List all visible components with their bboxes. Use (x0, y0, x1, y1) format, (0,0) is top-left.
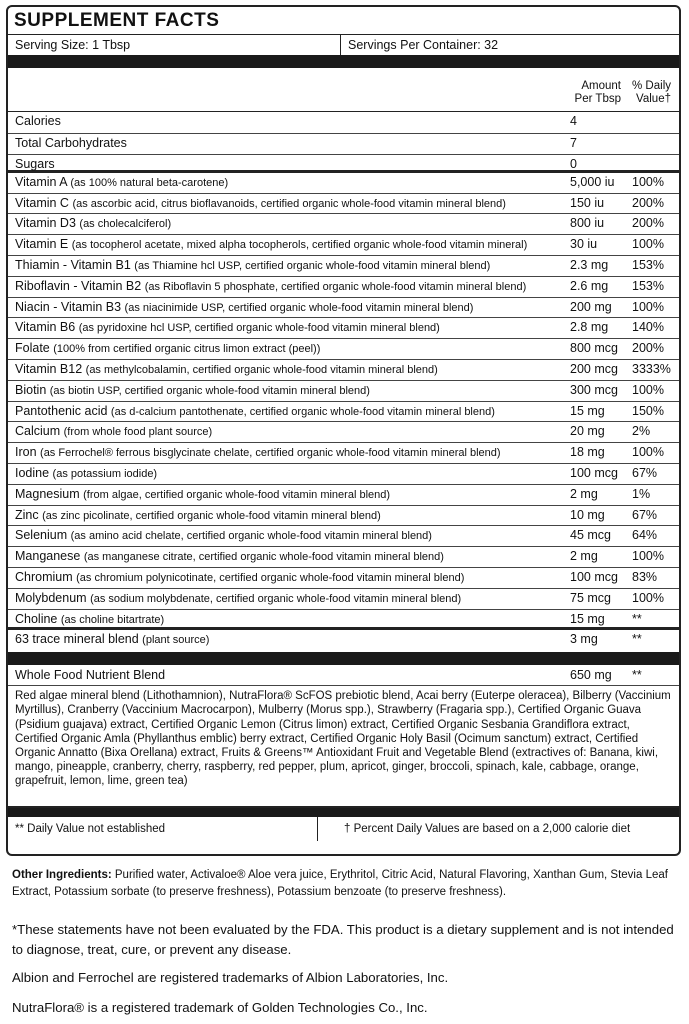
nutrient-source: (as d-calcium pantothenate, certified organic whole-food vitamin mineral blend) (110, 405, 495, 418)
nutrient-row (8, 256, 679, 277)
nutrient-amount: 2.3 mg (570, 257, 609, 272)
blend-description: Red algae mineral blend (Lithothamnion), NutraFlora® ScFOS prebiotic blend, Acai berry (Euterpe oleracea), Bilberry (Vaccinium Myrtillus), Cranberry (Vaccinium Macrocarpon), Mulberry (Morus spp.), Strawberry (Fragaria spp.), Certified Organic Guava (Psidium guajava) extract, Certified Organic Lemon (Citrus limon) extract, Certified Organic Sesbania Grandiflora extract, Certified Organic Amla (Phyllanthus emblic) berry extract, Certified Organic Holy Basil (Ocimum sanctum) extract, Certified Organic Annatto (Bixa Orellana) extract, Fruits & Greens™ Antioxidant Fruit and Vegetable Blend (extractives of: Banana, kiwi, mango, pineapple, cranberry, cherry, raspberry, red pepper, plum, apricot, ginger, broccoli, spinach, kale, cabbage, orange, grapefruit, lemon, lime, green tea) (8, 686, 679, 808)
nutrient-daily-value: 153% (632, 278, 664, 293)
nutrient-row (8, 155, 679, 173)
nutrient-row (8, 464, 679, 485)
nutrient-amount: 0 (570, 156, 577, 171)
serving-info (8, 34, 679, 55)
other-ingredients (12, 867, 680, 901)
table-header (8, 68, 679, 112)
nutrient-amount: 10 mg (570, 507, 605, 522)
nutrient-source: (as biotin USP, certified organic whole-food vitamin mineral blend) (49, 384, 370, 397)
blend-row (8, 665, 679, 686)
nutrient-daily-value: 100% (632, 237, 664, 252)
nutrient-name: Selenium (15, 528, 68, 543)
nutrient-daily-value: 100% (632, 299, 664, 314)
nutrient-daily-value: 150% (632, 403, 664, 418)
nutrient-daily-value: 100% (632, 445, 664, 460)
divider-bar-middle (8, 652, 679, 665)
nutrient-source: (as cholecalciferol) (79, 218, 172, 231)
nutrient-amount: 800 mcg (570, 341, 618, 356)
nutrient-row (8, 173, 679, 194)
nutrient-row (8, 610, 679, 631)
nutrient-source: (as zinc picolinate, certified organic whole-food vitamin mineral blend) (42, 509, 381, 522)
nutrient-name: Manganese (15, 549, 81, 564)
nutrient-name: Thiamin - Vitamin B1 (15, 257, 131, 272)
daily-value-header: % Daily Value† (632, 80, 671, 105)
fda-disclaimer: *These statements have not been evaluated by the FDA. This product is a dietary supplement and is not intended to diagnose, treat, cure, or prevent any disease. (12, 922, 674, 957)
nutrient-daily-value: 83% (632, 569, 658, 584)
nutrient-name: Vitamin C (15, 195, 69, 210)
nutrient-amount: 300 mcg (570, 382, 618, 397)
servings-per-container: Servings Per Container: 32 (348, 38, 499, 52)
nutrient-name: Choline (15, 611, 58, 626)
nutrient-amount: 18 mg (570, 445, 605, 460)
blend-name: Whole Food Nutrient Blend (15, 668, 166, 683)
blend-amount: 650 mg (570, 668, 612, 683)
nutrient-row (8, 526, 679, 547)
nutrient-source: (as tocopherol acetate, mixed alpha tocopherols, certified organic whole-food vitamin mineral) (71, 239, 528, 252)
nutrient-amount: 200 mg (570, 299, 612, 314)
nutrient-row (8, 630, 679, 652)
nutrient-row (8, 112, 679, 134)
footnote-dv-not-established: ** Daily Value not established (8, 817, 318, 841)
nutrient-source: (as Ferrochel® ferrous bisglycinate chelate, certified organic whole-food vitamin mineral blend) (40, 447, 501, 460)
nutrient-daily-value: 140% (632, 320, 664, 335)
nutrient-name: Iron (15, 445, 37, 460)
other-ingredients-label: Other Ingredients: (12, 869, 112, 881)
nutrient-amount: 2.6 mg (570, 278, 609, 293)
nutrient-daily-value: 100% (632, 382, 664, 397)
other-ingredients-text: Purified water, Activaloe® Aloe vera juice, Erythritol, Citric Acid, Natural Flavoring, Xanthan Gum, Stevia Leaf Extract, Potassium sorbate (to preserve freshness), Potassium benzoate (to preserve freshness). (12, 869, 668, 898)
nutrient-amount: 800 iu (570, 216, 605, 231)
nutrient-name: 63 trace mineral blend (15, 632, 139, 647)
nutrient-daily-value: ** (632, 632, 642, 647)
nutrient-source: (as manganese citrate, certified organic whole-food vitamin mineral blend) (83, 551, 444, 564)
nutrient-daily-value: 67% (632, 507, 658, 522)
nutrient-row (8, 485, 679, 506)
panel-footer (8, 817, 679, 841)
nutrient-source: (as pyridoxine hcl USP, certified organic whole-food vitamin mineral blend) (78, 322, 440, 335)
nutrient-row (8, 318, 679, 339)
nutrient-amount: 45 mcg (570, 528, 611, 543)
nutrient-amount: 7 (570, 136, 577, 150)
nutrient-name: Pantothenic acid (15, 403, 108, 418)
nutrient-row (8, 235, 679, 256)
nutrient-source: (plant source) (142, 634, 210, 647)
nutrient-name: Vitamin B6 (15, 320, 76, 335)
nutrient-amount: 75 mcg (570, 590, 611, 605)
nutrient-amount: 2.8 mg (570, 320, 609, 335)
nutrient-row (8, 360, 679, 381)
amount-header: Amount Per Tbsp (574, 80, 621, 105)
nutrient-row (8, 589, 679, 610)
nutrient-amount: 2 mg (570, 549, 598, 564)
nutrient-daily-value: ** (632, 611, 642, 626)
nutrient-amount: 4 (570, 114, 577, 128)
nutrient-row (8, 547, 679, 568)
nutrient-amount: 5,000 iu (570, 174, 615, 189)
divider-bar-bottom (8, 808, 679, 817)
nutrient-row (8, 422, 679, 443)
nutrient-name: Chromium (15, 569, 73, 584)
nutrient-name: Biotin (15, 382, 47, 397)
nutrient-row (8, 194, 679, 215)
blend-daily-value: ** (632, 668, 642, 683)
nutrient-row (8, 298, 679, 319)
nutrient-daily-value: 100% (632, 590, 664, 605)
nutrient-name: Niacin - Vitamin B3 (15, 299, 122, 314)
nutrient-source: (as potassium iodide) (52, 467, 158, 480)
nutrient-name: Magnesium (15, 486, 80, 501)
nutrient-name: Vitamin B12 (15, 361, 83, 376)
nutrient-daily-value: 100% (632, 174, 664, 189)
nutrient-row (8, 443, 679, 464)
nutrient-row (8, 214, 679, 235)
nutrient-daily-value: 64% (632, 528, 658, 543)
footnote-calorie-diet: † Percent Daily Values are based on a 2,000 calorie diet (344, 823, 631, 836)
nutrient-row (8, 277, 679, 298)
nutrient-name: Folate (15, 341, 50, 356)
nutraflora-trademark-note: NutraFlora® is a registered trademark of Golden Technologies Co., Inc. (12, 1000, 428, 1015)
nutrient-source: (as chromium polynicotinate, certified organic whole-food vitamin mineral blend) (76, 571, 465, 584)
nutrient-daily-value: 200% (632, 195, 664, 210)
nutrient-source: (as methylcobalamin, certified organic whole-food vitamin mineral blend) (85, 363, 438, 376)
nutrient-source: (100% from certified organic citrus limon extract (peel)) (53, 343, 321, 356)
nutrient-amount: 15 mg (570, 403, 605, 418)
nutrient-row (8, 134, 679, 155)
nutrient-name: Zinc (15, 507, 39, 522)
nutrient-name: Iodine (15, 465, 50, 480)
serving-size: Serving Size: 1 Tbsp (8, 35, 341, 55)
nutrient-source: (as Thiamine hcl USP, certified organic whole-food vitamin mineral blend) (134, 259, 491, 272)
nutrient-name: Sugars (15, 156, 55, 171)
nutrient-daily-value: 67% (632, 465, 658, 480)
nutrient-source: (as 100% natural beta-carotene) (70, 176, 229, 189)
nutrient-daily-value: 153% (632, 257, 664, 272)
nutrient-source: (as choline bitartrate) (60, 613, 165, 626)
nutrient-name: Vitamin A (15, 174, 67, 189)
nutrient-amount: 200 mcg (570, 361, 618, 376)
nutrient-amount: 150 iu (570, 195, 605, 210)
nutrient-row (8, 402, 679, 423)
nutrient-amount: 2 mg (570, 486, 598, 501)
nutrient-daily-value: 200% (632, 216, 664, 231)
nutrient-amount: 100 mcg (570, 465, 618, 480)
nutrient-daily-value: 100% (632, 549, 664, 564)
supplement-facts-panel (6, 5, 681, 856)
panel-title: SUPPLEMENT FACTS (14, 10, 220, 31)
nutrient-daily-value: 2% (632, 424, 651, 439)
nutrient-name: Calories (15, 114, 61, 128)
divider-bar-top (8, 55, 679, 68)
nutrient-name: Vitamin D3 (15, 216, 76, 231)
nutrient-name: Riboflavin - Vitamin B2 (15, 278, 142, 293)
nutrient-name: Total Carbohydrates (15, 136, 127, 150)
nutrient-name: Calcium (15, 424, 61, 439)
nutrient-source: (as niacinimide USP, certified organic whole-food vitamin mineral blend) (124, 301, 474, 314)
nutrient-source: (from whole food plant source) (63, 426, 213, 439)
nutrient-source: (as amino acid chelate, certified organic whole-food vitamin mineral blend) (70, 530, 432, 543)
nutrient-source: (as sodium molybdenate, certified organic whole-food vitamin mineral blend) (90, 592, 462, 605)
nutrient-daily-value: 200% (632, 341, 664, 356)
nutrient-amount: 100 mcg (570, 569, 618, 584)
nutrient-row (8, 339, 679, 360)
nutrient-row (8, 568, 679, 589)
nutrient-amount: 20 mg (570, 424, 605, 439)
nutrient-amount: 30 iu (570, 237, 598, 252)
nutrient-name: Molybdenum (15, 590, 87, 605)
nutrient-amount: 15 mg (570, 611, 605, 626)
albion-trademark-note: Albion and Ferrochel are registered trademarks of Albion Laboratories, Inc. (12, 970, 449, 985)
nutrient-table (8, 112, 679, 652)
nutrient-name: Vitamin E (15, 237, 69, 252)
nutrient-row (8, 381, 679, 402)
nutrient-source: (from algae, certified organic whole-food vitamin mineral blend) (83, 488, 391, 501)
nutrient-amount: 3 mg (570, 632, 598, 647)
nutrient-source: (as ascorbic acid, citrus bioflavanoids, certified organic whole-food vitamin mineral blend) (72, 197, 506, 210)
nutrient-row (8, 506, 679, 527)
nutrient-daily-value: 1% (632, 486, 651, 501)
nutrient-daily-value: 3333% (632, 361, 671, 376)
nutrient-source: (as Riboflavin 5 phosphate, certified organic whole-food vitamin mineral blend) (144, 280, 527, 293)
